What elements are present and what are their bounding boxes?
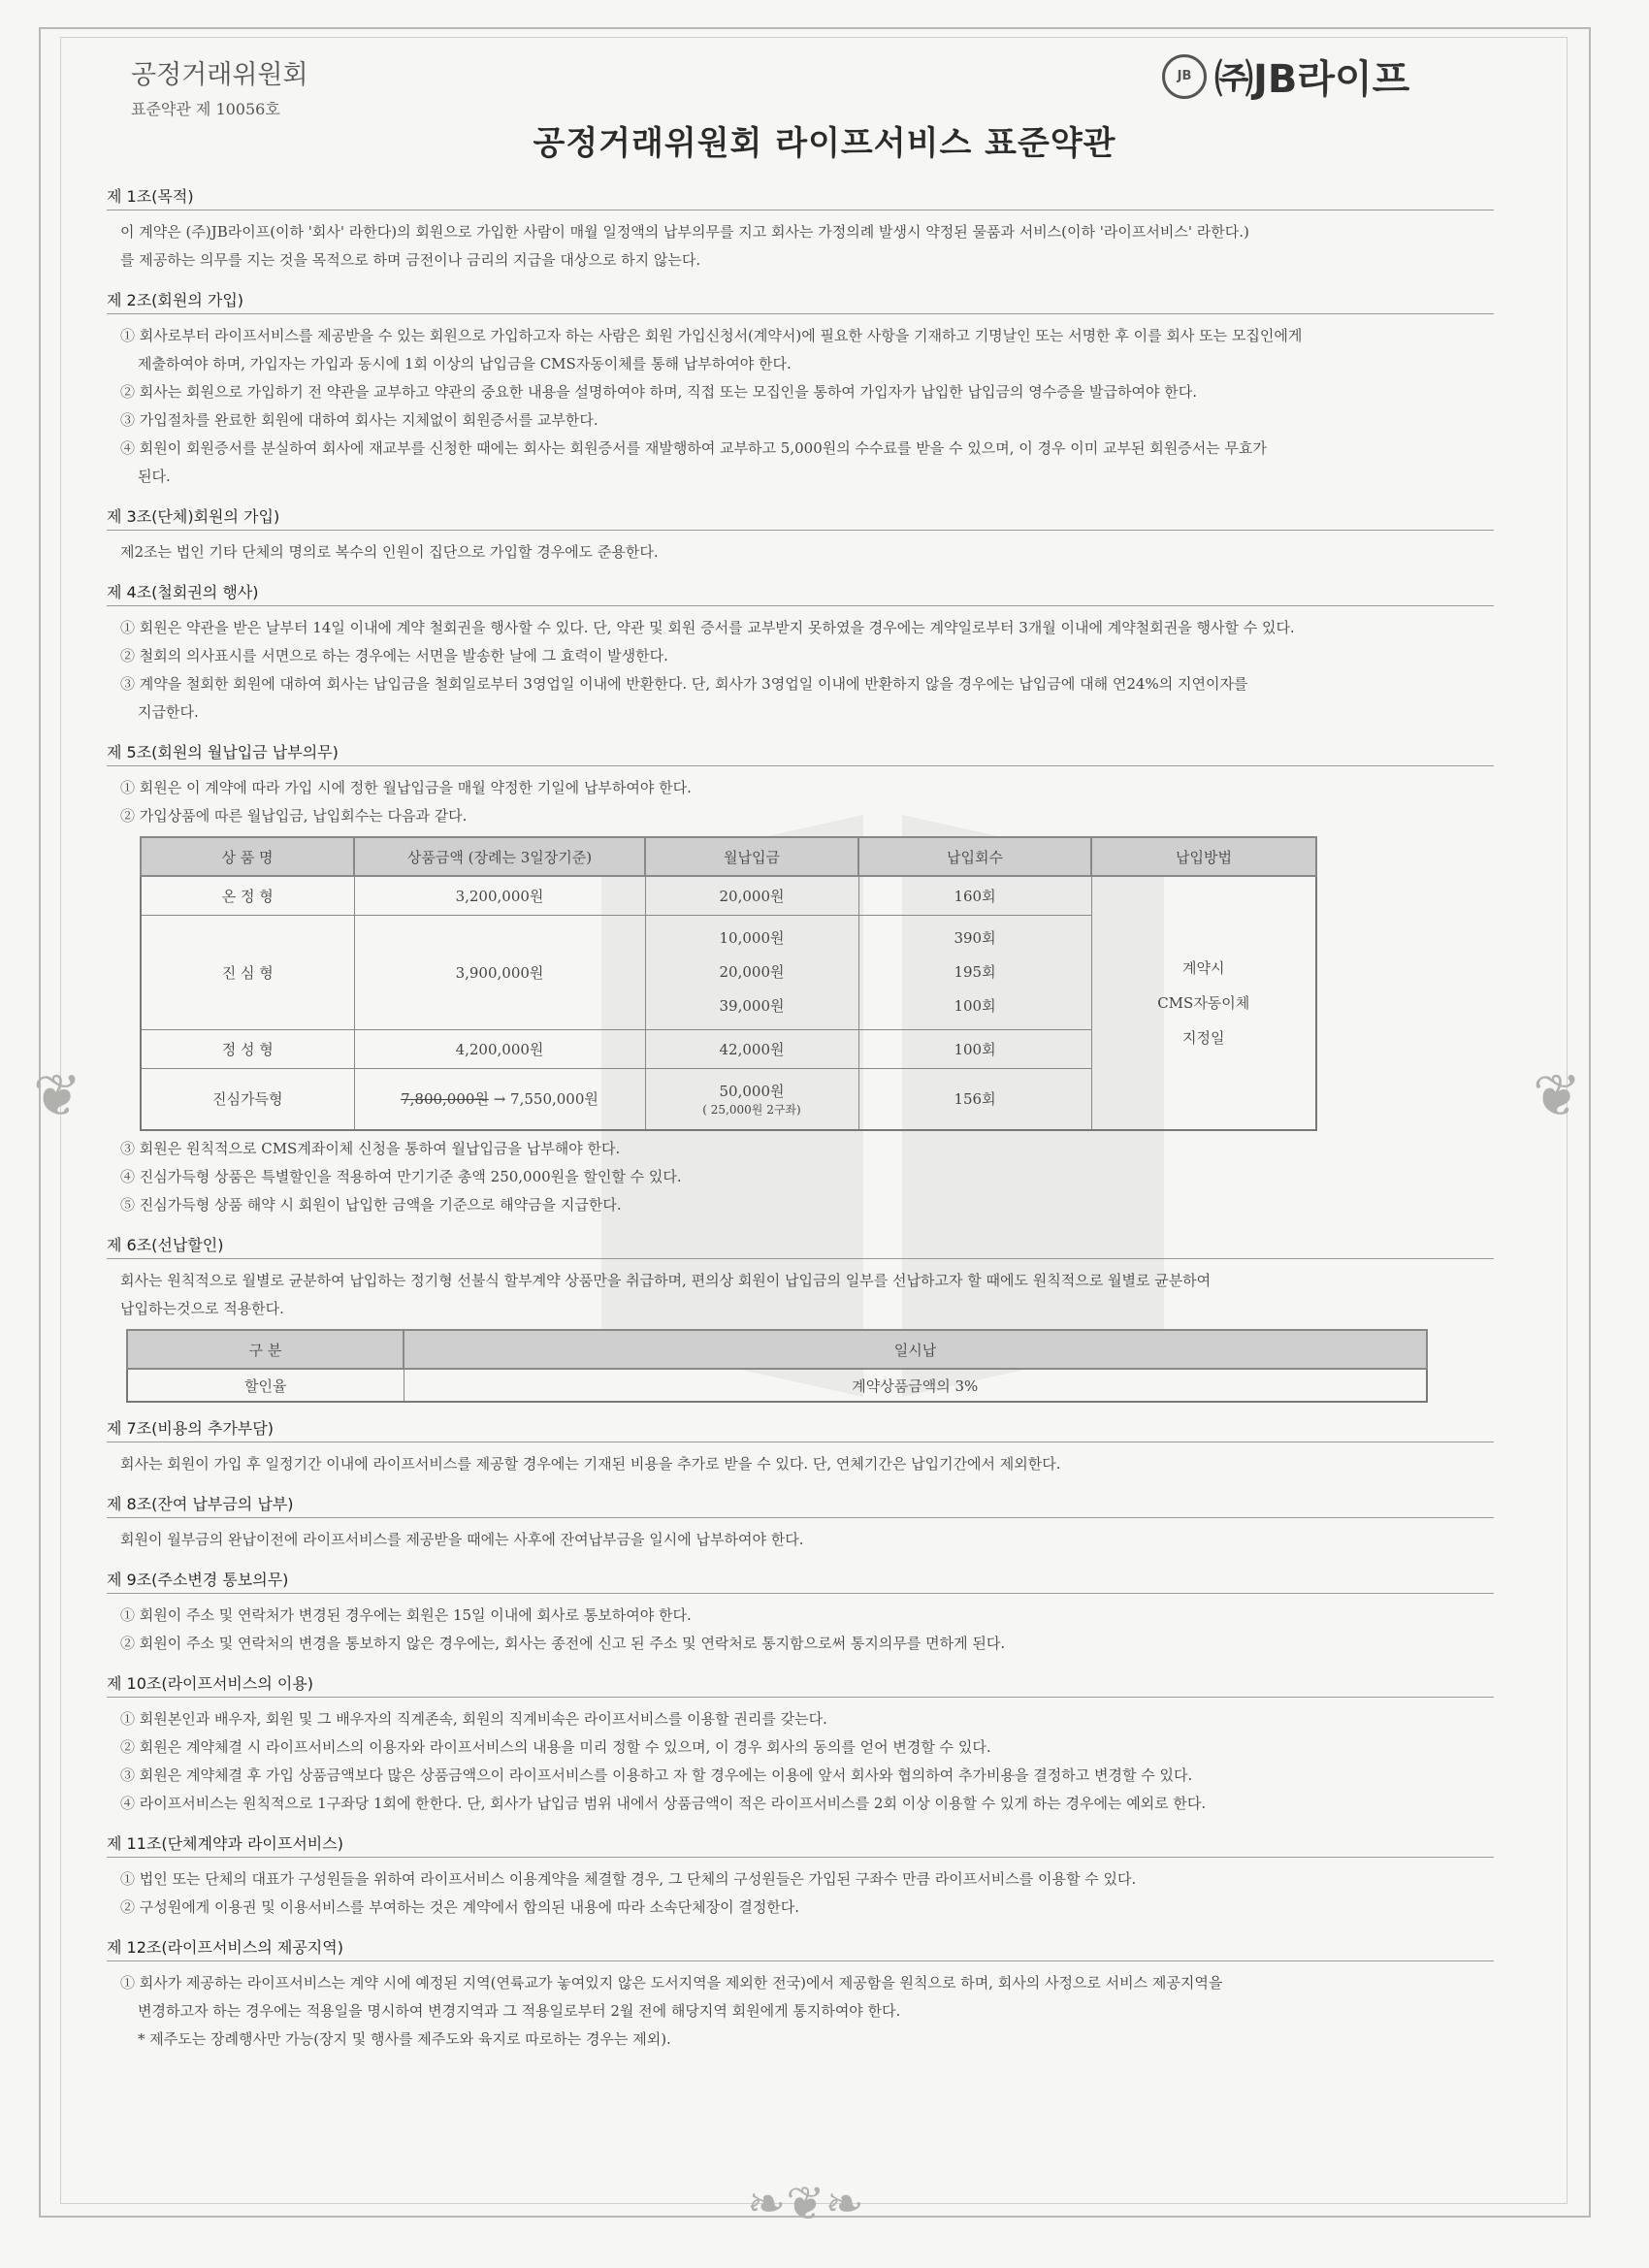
article-text: 제2조는 법인 기타 단체의 명의로 복수의 인원이 집단으로 가입할 경우에도 준용한다. [120, 543, 659, 561]
company-logo [1162, 49, 1409, 104]
article-heading: 제 1조(목적) [107, 184, 1494, 211]
monthly-payment-cell [645, 915, 858, 1029]
clause: ② 가입상품에 따른 월납입금, 납입회수는 다음과 같다. [120, 807, 468, 825]
clause: ③ 가입절차를 완료한 회원에 대하여 회사는 지체없이 회원증서를 교부한다. [120, 411, 598, 429]
left-ornament-icon: ❦ [33, 1062, 82, 1130]
old-amount: 7,800,000원 [401, 1090, 489, 1109]
product-amount: 3,900,000원 [354, 915, 645, 1029]
clause: ① 회원은 이 계약에 따라 가입 시에 정한 월납입금을 매월 약정한 기일에 납부하여야 한다. [120, 779, 692, 796]
jb-seal-icon: JB [1162, 54, 1207, 99]
payment-method [1091, 876, 1316, 1130]
article-heading: 제 8조(잔여 납부금의 납부) [107, 1492, 1494, 1518]
table-header: 일시납 [404, 1330, 1427, 1369]
clause: ③ 계약을 철회한 회원에 대하여 회사는 납입금을 철회일로부터 3영업일 이내에 반환한다. 단, 회사가 3영업일 이내에 반환하지 않을 경우에는 납입금에 대해 연24%의 지연이자를 [120, 675, 1248, 693]
product-amount [354, 1068, 645, 1130]
payment-count: 390회 [954, 928, 996, 947]
article-text: 납입하는것으로 적용한다. [120, 1300, 284, 1317]
payment-count: 195회 [954, 962, 996, 981]
article-3 [107, 504, 1494, 567]
article-heading: 제 3조(단체)회원의 가입) [107, 504, 1494, 531]
article-8 [107, 1492, 1494, 1554]
product-name: 진심가득형 [141, 1068, 354, 1130]
monthly-payment-note: ( 25,000원 2구좌) [702, 1102, 801, 1117]
payment-method-line: 계약시 [1182, 959, 1225, 977]
clause: ② 구성원에게 이용권 및 이용서비스를 부여하는 것은 계약에서 합의된 내용에 따라 소속단체장이 결정한다. [120, 1898, 800, 1916]
article-text: 회원이 월부금의 완납이전에 라이프서비스를 제공받을 때에는 사후에 잔여납부금을 일시에 납부하여야 한다. [120, 1531, 804, 1548]
discount-value: 계약상품금액의 3% [404, 1369, 1427, 1402]
article-text: 이 계약은 (주)JB라이프(이하 '회사' 라한다)의 회원으로 가입한 사람이 매월 일정액의 납부의무를 지고 회사는 가정의례 발생시 약정된 물품과 서비스(이하 '라이프서비스' 라한다.) [120, 223, 1249, 241]
clause: ① 회원본인과 배우자, 회원 및 그 배우자의 직계존속, 회원의 직계비속은 라이프서비스를 이용할 권리를 갖는다. [120, 1710, 827, 1728]
clause: ③ 회원은 원칙적으로 CMS계좌이체 신청을 통하여 월납입금을 납부해야 한다. [120, 1140, 621, 1157]
clause: ① 회원이 주소 및 연락처가 변경된 경우에는 회원은 15일 이내에 회사로 통보하여야 한다. [120, 1606, 692, 1624]
product-amount: 3,200,000원 [354, 876, 645, 915]
table-header: 월납입금 [645, 837, 858, 876]
article-text: 를 제공하는 의무를 지는 것을 목적으로 하며 금전이나 금리의 지급을 대상으로 하지 않는다. [120, 251, 701, 269]
article-1 [107, 184, 1494, 275]
monthly-payment: 10,000원 [719, 928, 785, 947]
clause: ④ 회원이 회원증서를 분실하여 회사에 재교부를 신청한 때에는 회사는 회원증서를 재발행하여 교부하고 5,000원의 수수료를 받을 수 있으며, 이 경우 이미 교부된 회원증서는 무효가 [120, 439, 1267, 457]
clause: ② 회원이 주소 및 연락처의 변경을 통보하지 않은 경우에는, 회사는 종전에 신고 된 주소 및 연락처로 통지함으로써 통지의무를 면하게 된다. [120, 1635, 1006, 1652]
clause-note: * 제주도는 장례행사만 가능(장지 및 행사를 제주도와 육지로 따로하는 경우는 제외). [138, 2030, 671, 2048]
table-row [127, 1369, 1427, 1402]
article-heading: 제 5조(회원의 월납입금 납부의무) [107, 740, 1494, 766]
article-11 [107, 1831, 1494, 1922]
table-header: 상품금액 (장례는 3일장기준) [354, 837, 645, 876]
right-ornament-icon: ❦ [1533, 1062, 1582, 1130]
product-amount: 4,200,000원 [354, 1029, 645, 1068]
payment-count: 156회 [858, 1068, 1091, 1130]
bottom-ornament-icon: ❧❦❧ [747, 2177, 864, 2231]
article-heading: 제 10조(라이프서비스의 이용) [107, 1671, 1494, 1698]
payment-count: 160회 [858, 876, 1091, 915]
article-heading: 제 2조(회원의 가입) [107, 288, 1494, 314]
org-name: 공정거래위원회 [131, 60, 308, 90]
product-name: 진 심 형 [141, 915, 354, 1029]
clause: ⑤ 진심가득형 상품 해약 시 회원이 납입한 금액을 기준으로 해약금을 지급한다. [120, 1196, 622, 1214]
clause: ④ 라이프서비스는 원칙적으로 1구좌당 1회에 한한다. 단, 회사가 납입금 범위 내에서 상품금액이 적은 라이프서비스를 2회 이상 이용할 수 있게 하는 경우에는 예외로 한다. [120, 1795, 1207, 1812]
article-6 [107, 1233, 1494, 1403]
new-amount: → 7,550,000원 [493, 1090, 598, 1109]
product-table [140, 836, 1317, 1131]
terms-body [107, 184, 1494, 2067]
clause: ① 회원은 약관을 받은 날부터 14일 이내에 계약 철회권을 행사할 수 있다. 단, 약관 및 회원 증서를 교부받지 못하였을 경우에는 계약일로부터 3개월 이내에 계약철회권을 행사할 수 있다. [120, 619, 1295, 636]
article-12 [107, 1935, 1494, 2054]
monthly-payment: 42,000원 [645, 1029, 858, 1068]
product-name: 정 성 형 [141, 1029, 354, 1068]
monthly-payment: 20,000원 [645, 876, 858, 915]
clause: ① 법인 또는 단체의 대표가 구성원들을 위하여 라이프서비스 이용계약을 체결할 경우, 그 단체의 구성원들은 가입된 구좌수 만큼 라이프서비스를 이용할 수 있다. [120, 1870, 1137, 1888]
clause: ② 회원은 계약체결 시 라이프서비스의 이용자와 라이프서비스의 내용을 미리 정할 수 있으며, 이 경우 회사의 동의를 얻어 변경할 수 있다. [120, 1738, 991, 1756]
article-heading: 제 7조(비용의 추가부담) [107, 1416, 1494, 1442]
table-header: 납입회수 [858, 837, 1091, 876]
clause-continued: 된다. [138, 468, 171, 485]
article-text: 회사는 원칙적으로 월별로 균분하여 납입하는 정기형 선불식 할부계약 상품만을 취급하며, 편의상 회원이 납입금의 일부를 선납하고자 할 때에도 원칙적으로 월별로 균분하여 [120, 1272, 1212, 1289]
monthly-payment: 20,000원 [719, 962, 785, 981]
article-5 [107, 740, 1494, 1219]
article-heading: 제 4조(철회권의 행사) [107, 580, 1494, 606]
monthly-payment-cell [645, 1068, 858, 1130]
discount-table [126, 1329, 1428, 1403]
payment-count: 100회 [858, 1029, 1091, 1068]
doc-number: 표준약관 제 10056호 [131, 100, 280, 118]
article-4 [107, 580, 1494, 727]
clause: ① 회사가 제공하는 라이프서비스는 계약 시에 예정된 지역(연륙교가 놓여있지 않은 도서지역을 제외한 전국)에서 제공함을 원칙으로 하며, 회사의 사정으로 서비스 제공지역을 [120, 1974, 1223, 1992]
payment-method-line: 지정일 [1182, 1029, 1225, 1047]
article-7 [107, 1416, 1494, 1478]
article-heading: 제 6조(선납할인) [107, 1233, 1494, 1259]
table-header: 구 분 [127, 1330, 404, 1369]
clause: ① 회사로부터 라이프서비스를 제공받을 수 있는 회원으로 가입하고자 하는 사람은 회원 가입신청서(계약서)에 필요한 사항을 기재하고 기명날인 또는 서명한 후 이를 회사 또는 모집인에게 [120, 327, 1303, 344]
table-row [141, 876, 1316, 915]
clause-continued: 변경하고자 하는 경우에는 적용일을 명시하여 변경지역과 그 적용일로부터 2월 전에 해당지역 회원에게 통지하여야 한다. [138, 2002, 901, 2020]
table-header: 상 품 명 [141, 837, 354, 876]
clause-continued: 제출하여야 하며, 가입자는 가입과 동시에 1회 이상의 납입금을 CMS자동이체를 통해 납부하여야 한다. [138, 355, 792, 373]
payment-count: 100회 [954, 996, 996, 1015]
article-heading: 제 9조(주소변경 통보의무) [107, 1568, 1494, 1594]
payment-method-line: CMS자동이체 [1157, 994, 1250, 1012]
table-header: 납입방법 [1091, 837, 1316, 876]
monthly-payment: 50,000원 [719, 1082, 785, 1100]
payment-count-cell [858, 915, 1091, 1029]
company-name: ㈜JB라이프 [1214, 57, 1410, 102]
article-2 [107, 288, 1494, 491]
clause: ④ 진심가득형 상품은 특별할인을 적용하여 만기기준 총액 250,000원을 할인할 수 있다. [120, 1168, 682, 1185]
article-9 [107, 1568, 1494, 1658]
article-heading: 제 12조(라이프서비스의 제공지역) [107, 1935, 1494, 1961]
monthly-payment: 39,000원 [719, 996, 785, 1015]
article-text: 회사는 회원이 가입 후 일정기간 이내에 라이프서비스를 제공할 경우에는 기재된 비용을 추가로 받을 수 있다. 단, 연체기간은 납입기간에서 제외한다. [120, 1455, 1061, 1473]
clause-continued: 지급한다. [138, 703, 199, 721]
page-title: 공정거래위원회 라이프서비스 표준약관 [533, 124, 1116, 163]
article-heading: 제 11조(단체계약과 라이프서비스) [107, 1831, 1494, 1858]
article-10 [107, 1671, 1494, 1818]
clause: ② 회사는 회원으로 가입하기 전 약관을 교부하고 약관의 중요한 내용을 설명하여야 하며, 직접 또는 모집인을 통하여 가입자가 납입한 납입금의 영수증을 발급하여야 한다. [120, 383, 1197, 401]
clause: ② 철회의 의사표시를 서면으로 하는 경우에는 서면을 발송한 날에 그 효력이 발생한다. [120, 647, 668, 664]
clause: ③ 회원은 계약체결 후 가입 상품금액보다 많은 상품금액으이 라이프서비스를 이용하고 자 할 경우에는 이용에 앞서 회사와 협의하여 추가비용을 결정하고 변경할 수 있다. [120, 1766, 1193, 1784]
product-name: 온 정 형 [141, 876, 354, 915]
discount-label: 할인율 [127, 1369, 404, 1402]
